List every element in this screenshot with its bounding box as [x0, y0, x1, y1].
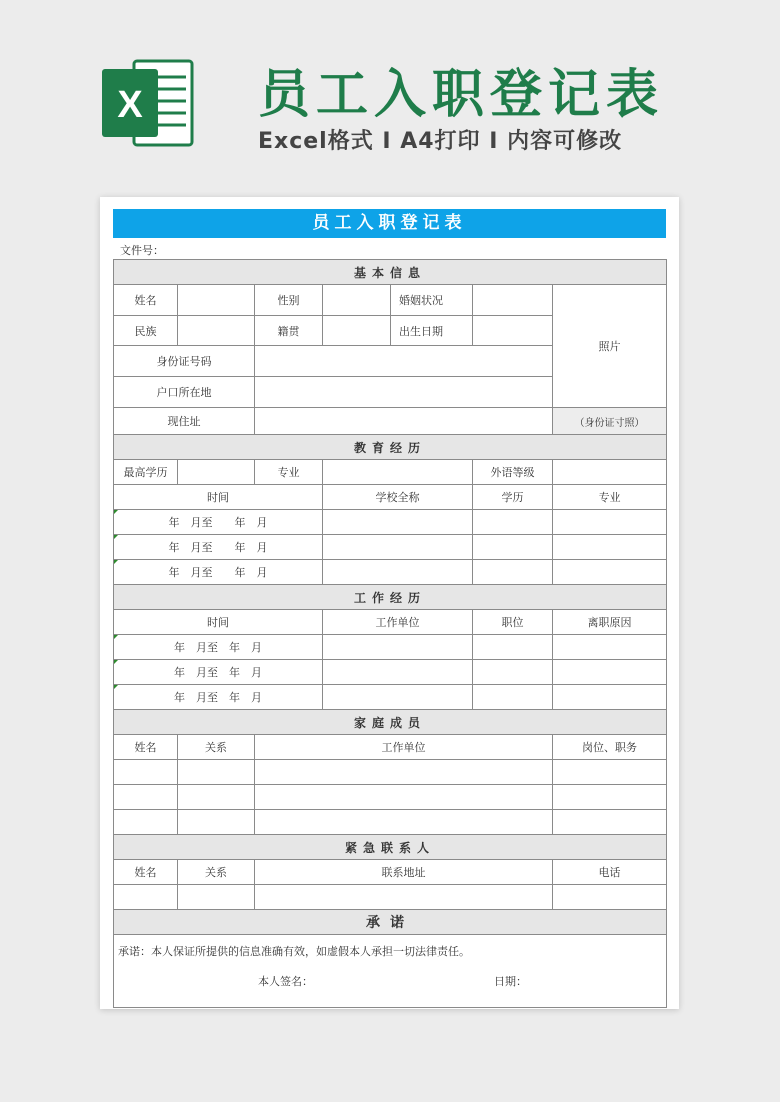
- registration-table: [113, 259, 667, 1008]
- work-company-cell[interactable]: [323, 660, 473, 685]
- col-edu-major: 专业: [553, 485, 667, 510]
- col-edu-degree: 学历: [473, 485, 553, 510]
- work-date-range[interactable]: [114, 660, 323, 685]
- input-highest-degree[interactable]: [178, 460, 255, 485]
- input-origin[interactable]: [323, 316, 391, 346]
- work-date-range[interactable]: [114, 685, 323, 710]
- family-company-cell[interactable]: [255, 760, 553, 785]
- emergency-relation-cell[interactable]: [178, 885, 255, 910]
- label-major: 专业: [255, 460, 323, 485]
- edu-date-range[interactable]: [114, 535, 323, 560]
- input-id-number[interactable]: [255, 346, 553, 377]
- photo-cell[interactable]: 照片: [553, 285, 667, 408]
- work-company-cell[interactable]: [323, 685, 473, 710]
- input-name[interactable]: [178, 285, 255, 316]
- work-date-text: 年 月至 年 月: [174, 641, 262, 654]
- col-work-reason: 离职原因: [553, 610, 667, 635]
- edu-school-cell[interactable]: [323, 560, 473, 585]
- col-emergency-phone: 电话: [553, 860, 667, 885]
- page-subtitle: Excel格式 I A4打印 I 内容可修改: [258, 129, 623, 154]
- col-work-time: 时间: [114, 610, 323, 635]
- cell-comment-marker: [114, 535, 118, 539]
- label-birth: 出生日期: [391, 316, 473, 346]
- section-education: 教育经历: [114, 435, 667, 460]
- excel-logo-icon: [100, 55, 196, 151]
- input-major[interactable]: [323, 460, 473, 485]
- family-post-cell[interactable]: [553, 760, 667, 785]
- edu-date-text: 年 月至 年 月: [168, 541, 268, 554]
- edu-major-cell[interactable]: [553, 535, 667, 560]
- edu-date-text: 年 月至 年 月: [168, 516, 268, 529]
- cell-comment-marker: [114, 635, 118, 639]
- family-relation-cell[interactable]: [178, 810, 255, 835]
- input-gender[interactable]: [323, 285, 391, 316]
- work-date-text: 年 月至 年 月: [174, 691, 262, 704]
- edu-date-text: 年 月至 年 月: [168, 566, 268, 579]
- input-address[interactable]: [255, 408, 553, 435]
- pledge-text: 承诺：本人保证所提供的信息准确有效，如虚假本人承担一切法律责任。: [118, 945, 470, 958]
- edu-major-cell[interactable]: [553, 560, 667, 585]
- col-family-relation: 关系: [178, 735, 255, 760]
- edu-degree-cell[interactable]: [473, 560, 553, 585]
- label-name: 姓名: [114, 285, 178, 316]
- form-sheet: [113, 259, 667, 1008]
- family-relation-cell[interactable]: [178, 785, 255, 810]
- label-gender: 性别: [255, 285, 323, 316]
- edu-degree-cell[interactable]: [473, 535, 553, 560]
- col-emergency-address: 联系地址: [255, 860, 553, 885]
- signature-row: [114, 959, 666, 995]
- label-origin: 籍贯: [255, 316, 323, 346]
- work-position-cell[interactable]: [473, 660, 553, 685]
- input-marital[interactable]: [473, 285, 553, 316]
- section-family: 家庭成员: [114, 710, 667, 735]
- edu-major-cell[interactable]: [553, 510, 667, 535]
- col-family-name: 姓名: [114, 735, 178, 760]
- edu-school-cell[interactable]: [323, 510, 473, 535]
- signature-label[interactable]: 本人签名：: [258, 975, 313, 988]
- emergency-phone-cell[interactable]: [553, 885, 667, 910]
- label-marital: 婚姻状况: [391, 285, 473, 316]
- family-name-cell[interactable]: [114, 760, 178, 785]
- work-date-text: 年 月至 年 月: [174, 666, 262, 679]
- section-basic: 基本信息: [114, 260, 667, 285]
- work-reason-cell[interactable]: [553, 635, 667, 660]
- label-id-number: 身份证号码: [114, 346, 255, 377]
- date-label[interactable]: 日期：: [494, 975, 527, 988]
- work-reason-cell[interactable]: [553, 685, 667, 710]
- family-post-cell[interactable]: [553, 785, 667, 810]
- col-edu-time: 时间: [114, 485, 323, 510]
- label-hukou: 户口所在地: [114, 377, 255, 408]
- family-company-cell[interactable]: [255, 785, 553, 810]
- work-position-cell[interactable]: [473, 685, 553, 710]
- cell-comment-marker: [114, 560, 118, 564]
- input-birth[interactable]: [473, 316, 553, 346]
- label-ethnicity: 民族: [114, 316, 178, 346]
- col-edu-school: 学校全称: [323, 485, 473, 510]
- cell-comment-marker: [114, 685, 118, 689]
- label-language: 外语等级: [473, 460, 553, 485]
- page-header: [0, 0, 780, 190]
- family-name-cell[interactable]: [114, 785, 178, 810]
- work-company-cell[interactable]: [323, 635, 473, 660]
- col-family-post: 岗位、职务: [553, 735, 667, 760]
- edu-date-range[interactable]: [114, 510, 323, 535]
- label-highest-degree: 最高学历: [114, 460, 178, 485]
- cell-comment-marker: [114, 660, 118, 664]
- input-ethnicity[interactable]: [178, 316, 255, 346]
- form-banner: 员工入职登记表: [113, 209, 666, 238]
- family-relation-cell[interactable]: [178, 760, 255, 785]
- edu-school-cell[interactable]: [323, 535, 473, 560]
- col-work-company: 工作单位: [323, 610, 473, 635]
- input-hukou[interactable]: [255, 377, 553, 408]
- label-address: 现住址: [114, 408, 255, 435]
- family-company-cell[interactable]: [255, 810, 553, 835]
- pledge-cell: [114, 935, 667, 1008]
- work-reason-cell[interactable]: [553, 660, 667, 685]
- family-post-cell[interactable]: [553, 810, 667, 835]
- doc-number-label: 文件号：: [120, 244, 164, 257]
- form-paper: [100, 197, 679, 1009]
- col-family-company: 工作单位: [255, 735, 553, 760]
- col-work-position: 职位: [473, 610, 553, 635]
- section-pledge: 承诺: [114, 910, 667, 935]
- emergency-name-cell[interactable]: [114, 885, 178, 910]
- edu-degree-cell[interactable]: [473, 510, 553, 535]
- svg-text:X: X: [117, 84, 143, 126]
- col-emergency-name: 姓名: [114, 860, 178, 885]
- family-name-cell[interactable]: [114, 810, 178, 835]
- section-emergency: 紧急联系人: [114, 835, 667, 860]
- cell-comment-marker: [114, 510, 118, 514]
- input-language[interactable]: [553, 460, 667, 485]
- section-work: 工作经历: [114, 585, 667, 610]
- work-position-cell[interactable]: [473, 635, 553, 660]
- emergency-address-cell[interactable]: [255, 885, 553, 910]
- photo-note: （身份证寸照）: [553, 408, 667, 435]
- page-title: 员工入职登记表: [258, 65, 665, 125]
- col-emergency-relation: 关系: [178, 860, 255, 885]
- edu-date-range[interactable]: [114, 560, 323, 585]
- work-date-range[interactable]: [114, 635, 323, 660]
